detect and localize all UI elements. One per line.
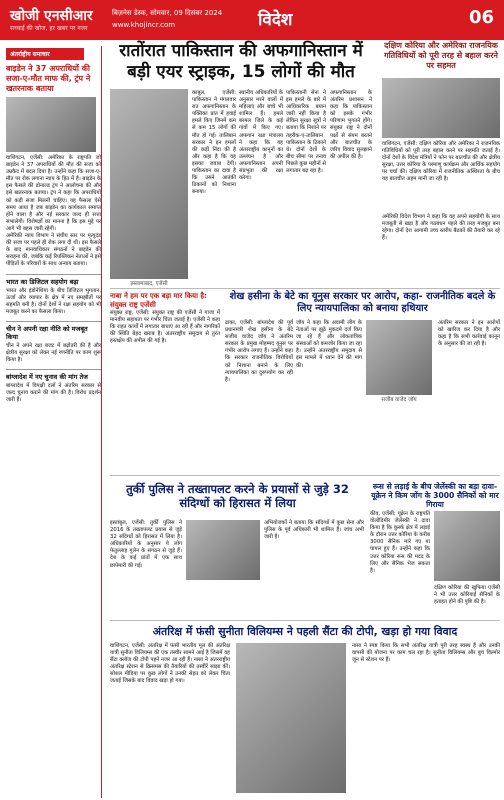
korea-headline: दक्षिण कोरिया और अमेरिका राजनयिक गतिविधियों को पूरी तरह से बहाल करने पर सहमत bbox=[384, 41, 498, 70]
sidebar-tag: अंतर्राष्ट्रीय समाचार bbox=[6, 48, 84, 60]
sunita-headline: अंतरिक्ष में फंसी सुनीता विलियम्स ने पहली सैंटा की टोपी, खड़ा हो गया विवाद bbox=[152, 625, 458, 638]
lead-photo-caption: इस्लामाबाद, एजेंसी bbox=[130, 281, 168, 287]
hasina-story-col3: अंतरिम सरकार ने इन आरोपों को खारिज कर दिया है और कहा है कि सभी कार्रवाई कानून के अनुसार की जा रही है। bbox=[438, 320, 500, 348]
sunita-photo bbox=[236, 643, 346, 793]
divider bbox=[110, 475, 500, 476]
zelensky-headline: रूस से लड़ाई के बीच जेलेंस्की का बड़ा दावा- यूक्रेन ने किम जोंग के 3000 सैनिकों को मार गिराया bbox=[371, 482, 499, 509]
sidebar-story-text-2: अमेरिकी न्याय विभाग ने संघीय स्तर पर मृत्युदंड की सजा पर पहले ही रोक लगा दी थी। इस फैसले के बाद मानवाधिकार संगठनों ने बाइडेन की सराहना की, जबकि कई रिपब्लिकन नेताओं ने इसे पीड़ितों के परिवारों के साथ अन्याय बताया। bbox=[6, 233, 101, 268]
hasina-story-col1: ढाका, एजेंसी: बांग्लादेश की पूर्व प्रधानमंत्री शेख हसीना के बेटे सजीब वाजेद जॉय ने अंतरिम सरकार के प्रमुख मोहम्मद यूनुस पर गंभीर आरोप लगाए हैं। उन्होंने कहा कि सरकार राजनीतिक विरोधियों को निशाना बनाने के लिए न्यायपालिका का दुरुपयोग कर रही है। bbox=[225, 320, 293, 383]
hasina-story-col2: जॉय ने कहा कि अवामी लीग के नेताओं पर झूठे मुकदमे दर्ज किए जा रहे हैं और लोकतांत्रिक संस्थाओं को कमजोर किया जा रहा है। उन्होंने अंतरराष्ट्रीय समुदाय से इस मामले में ध्यान देने की मांग की। bbox=[296, 320, 362, 369]
brand-subtitle: सच्चाई की खोज, हर खबर पर नजर bbox=[10, 25, 88, 32]
sidebar-story-text-3: भारत और इंडोनेशिया के बीच डिजिटल भुगतान, ऊर्जा और व्यापार के क्षेत्र में नए समझौतों पर सहमति बनी है। दोनों देशों ने रक्षा सहयोग को भी मजबूत करने का फैसला किया। bbox=[6, 287, 101, 315]
hasina-photo-caption: सजीब वाजेद जॉय bbox=[381, 397, 417, 403]
left-sidebar bbox=[6, 46, 102, 798]
turkey-story-col2: अभियोजकों ने बताया कि संदिग्धों में कुछ सेना और पुलिस के पूर्व अधिकारी भी शामिल हैं। जांच अभी जारी है। bbox=[264, 520, 364, 541]
lead-story-col1: काबुल, एजेंसी: पाकिस्तान ने मंगलवार रात अफगानिस्तान के पक्तिका प्रांत में हवाई हमले किए जिनमें कम से कम 15 लोगों की मौत हो गई। तालिबान सरकार ने इन हमलों की कड़ी निंदा की है और कहा है कि वह इसका जवाब देगी। पाकिस्तान का दावा है कि उसने आतंकी ठिकानों को निशाना बनाया। bbox=[192, 90, 236, 196]
website[interactable]: www.khojincr.com bbox=[112, 21, 176, 29]
lead-headline: रातोंरात पाकिस्तान की अफगानिस्तान में बड़ी एयर स्ट्राइक, 15 लोगों की मौत bbox=[119, 41, 363, 82]
sunita-story-col2: नासा ने स्पष्ट किया कि सभी अंतरिक्ष यात्री पूरी तरह स्वस्थ हैं और उनकी वापसी की योजना पर काम चल रहा है। सुनीता विलियम्स और बुच विल्मोर जून से स्टेशन पर हैं। bbox=[352, 643, 500, 664]
divider bbox=[110, 620, 500, 621]
section-title: विदेश bbox=[258, 10, 293, 30]
hasina-son-photo bbox=[366, 320, 432, 395]
lead-story-col2: स्थानीय अधिकारियों के अनुसार मरने वालों में महिलाएं और बच्चे भी शामिल हैं। हमले बरमल जिले के कई गांवों में किए गए। अफगान रक्षा मंत्रालय ने कहा कि यह अंतरराष्ट्रीय कानूनों का उल्लंघन है और अफगानिस्तान अपनी संप्रभुता की रक्षा करेगा। bbox=[239, 90, 283, 182]
lead-story-col3: पाकिस्तानी सेना ने इस हमले के बारे में आधिकारिक बयान जारी नहीं किया है लेकिन सुरक्षा सूत्रों ने बताया कि निशाने पर तहरीक-ए-तालिबान पाकिस्तान के ठिकाने थे। दोनों देशों के बीच सीमा पर तनाव पिछले कुछ महीनों से लगातार बढ़ रहा है। bbox=[286, 90, 326, 175]
turkey-story-col1: इस्तांबुल, एजेंसी: तुर्की पुलिस ने 2016 के तख्तापलट प्रयास से जुड़े 32 संदिग्धों को हिरासत में लिया है। अधिकारियों के अनुसार ये लोग फेतुल्लाह गुलेन के संगठन से जुड़े हैं। देश के कई प्रांतों में एक साथ छापेमारी की गई। bbox=[110, 520, 182, 569]
brand-title: खोजी एनसीआर bbox=[10, 8, 93, 24]
zelensky-story-col2: दक्षिण कोरिया की खुफिया एजेंसी ने भी उत्तर कोरियाई सैनिकों के हताहत होने की पुष्टि की है। bbox=[434, 585, 500, 606]
masthead bbox=[0, 0, 504, 40]
un-story-text: संयुक्त राष्ट्र, एजेंसी: संयुक्त राष्ट्र की एजेंसी ने गाजा में मानवीय सहायता पर गंभीर चिंता जताई है। एजेंसी ने कहा कि राहत कार्यों में लगातार बाधाएं आ रही हैं और नागरिकों की स्थिति बेहद खराब है। अंतरराष्ट्रीय समुदाय से तुरंत हस्तक्षेप की अपील की गई है। bbox=[110, 310, 220, 345]
sidebar-headline-2: भारत का डिजिटल सहयोग बढ़ा bbox=[6, 274, 101, 286]
issue-meta bbox=[112, 7, 222, 31]
sunita-story-col1: वाशिंगटन, एजेंसी: अंतरिक्ष में फंसी भारतीय मूल की अंतरिक्ष यात्री सुनीता विलियम्स की एक तस्वीर सामने आई है जिसमें वह सैंटा क्लॉज की टोपी पहने नजर आ रही हैं। नासा ने अंतरराष्ट्रीय अंतरिक्ष स्टेशन से क्रिसमस की तैयारियों की तस्वीरें साझा कीं। सोशल मीडिया पर कुछ लोगों ने उनकी सेहत को लेकर चिंता जताई जिसके बाद विवाद खड़ा हो गया। bbox=[110, 643, 230, 685]
zelensky-photo bbox=[434, 511, 500, 581]
sidebar-headline-3: चीन ने अपनी रक्षा नीति को मजबूत किया bbox=[6, 321, 101, 341]
un-story bbox=[110, 292, 220, 345]
korea-us-photo bbox=[382, 78, 500, 138]
turkey-headline: तुर्की पुलिस ने तख्तापलट करने के प्रयासों से जुड़े 32 संदिग्धों को हिरासत में लिया bbox=[126, 482, 349, 510]
issue-date: बिज़नेस डेस्क, सोमवार, 09 दिसंबर 2024 bbox=[112, 9, 223, 17]
hasina-headline: शेख हसीना के बेटे का यूनुस सरकार पर आरोप, कहा- राजनीतिक बदले के लिए न्यायपालिका को बनाया हथियार bbox=[229, 291, 496, 314]
lead-story-col4: अफगानिस्तान के अंतरिम प्रशासन ने कहा कि पाकिस्तान को इसके गंभीर परिणाम भुगतने होंगे। संयुक्त राष्ट्र ने दोनों पक्षों से संयम बरतने और बातचीत के जरिए विवाद सुलझाने की अपील की है। bbox=[330, 90, 372, 160]
sidebar-story-text-4: चीन ने अपने रक्षा बजट में बढ़ोतरी की है और क्षेत्रीय सुरक्षा को लेकर नई रणनीति पर काम शुरू किया है। bbox=[6, 342, 101, 364]
zelensky-story-col1: कीव, एजेंसी: यूक्रेन के राष्ट्रपति वोलोदिमीर जेलेंस्की ने दावा किया है कि कुर्स्क क्षेत्र में लड़ाई के दौरान उत्तर कोरिया के करीब 3000 सैनिक मारे गए या घायल हुए हैं। उन्होंने कहा कि उत्तर कोरिया रूस की मदद के लिए और सैनिक भेज सकता है। bbox=[370, 511, 431, 574]
korea-story-text-2: अमेरिकी विदेश विभाग ने कहा कि वह अपने सहयोगी के साथ मजबूती से खड़ा है और गठबंधन पहले की तरह मजबूत बना रहेगा। दोनों देश आगामी उच्च स्तरीय बैठकों की तैयारी कर रहे हैं। bbox=[382, 214, 500, 242]
un-headline: नाबा ने हम पर एक बड़ा मार किया है: संयुक्त राष्ट्र एजेंसी bbox=[110, 292, 207, 309]
page-number: 06 bbox=[468, 7, 494, 28]
sidebar-headline-4: बांग्लादेश में नए चुनाव की मांग तेज bbox=[6, 369, 101, 381]
lead-photo bbox=[110, 89, 188, 279]
sidebar-story-text-5: बांग्लादेश में विपक्षी दलों ने अंतरिम सरकार से जल्द चुनाव कराने की मांग की है। विरोध प्रदर्शन जारी हैं। bbox=[6, 383, 101, 404]
biden-trump-photo bbox=[6, 97, 96, 152]
turkey-police-photo bbox=[186, 520, 260, 580]
sidebar-story-text: वाशिंगटन, एजेंसी: अमेरिका के राष्ट्रपति जो बाइडेन ने 37 अपराधियों की मौत की सजा को उम्रकैद में बदल दिया है। उन्होंने कहा कि सजा-ए-मौत पर रोक लगाना न्याय के हित में है। बाइडेन के इस फैसले की डोनाल्ड ट्रंप ने आलोचना की और इसे खतरनाक बताया। ट्रंप ने कहा कि अपराधियों को कड़ी सजा मिलनी चाहिए। यह फैसला ऐसे समय आया है जब बाइडेन का कार्यकाल समाप्त होने वाला है और नई सरकार जल्द ही सत्ता संभालेगी। विशेषज्ञों का मानना है कि इस मुद्दे पर आगे भी बहस जारी रहेगी। bbox=[6, 155, 101, 232]
korea-story-text: वाशिंगटन, एजेंसी: दक्षिण कोरिया और अमेरिका ने राजनयिक गतिविधियों को पूरी तरह बहाल करने पर सहमति जताई है। दोनों देशों के विदेश मंत्रियों ने फोन पर बातचीत की और क्षेत्रीय सुरक्षा, उत्तर कोरिया के परमाणु कार्यक्रम और आर्थिक सहयोग पर चर्चा की। दक्षिण कोरिया में राजनीतिक अस्थिरता के बीच यह बातचीत अहम मानी जा रही है। bbox=[382, 141, 500, 183]
sidebar-headline: बाइडेन ने 37 अपराधियों की सजा-ए-मौत माफ की, ट्रंप ने खतरनाक बताया bbox=[6, 64, 91, 93]
divider bbox=[110, 288, 500, 289]
